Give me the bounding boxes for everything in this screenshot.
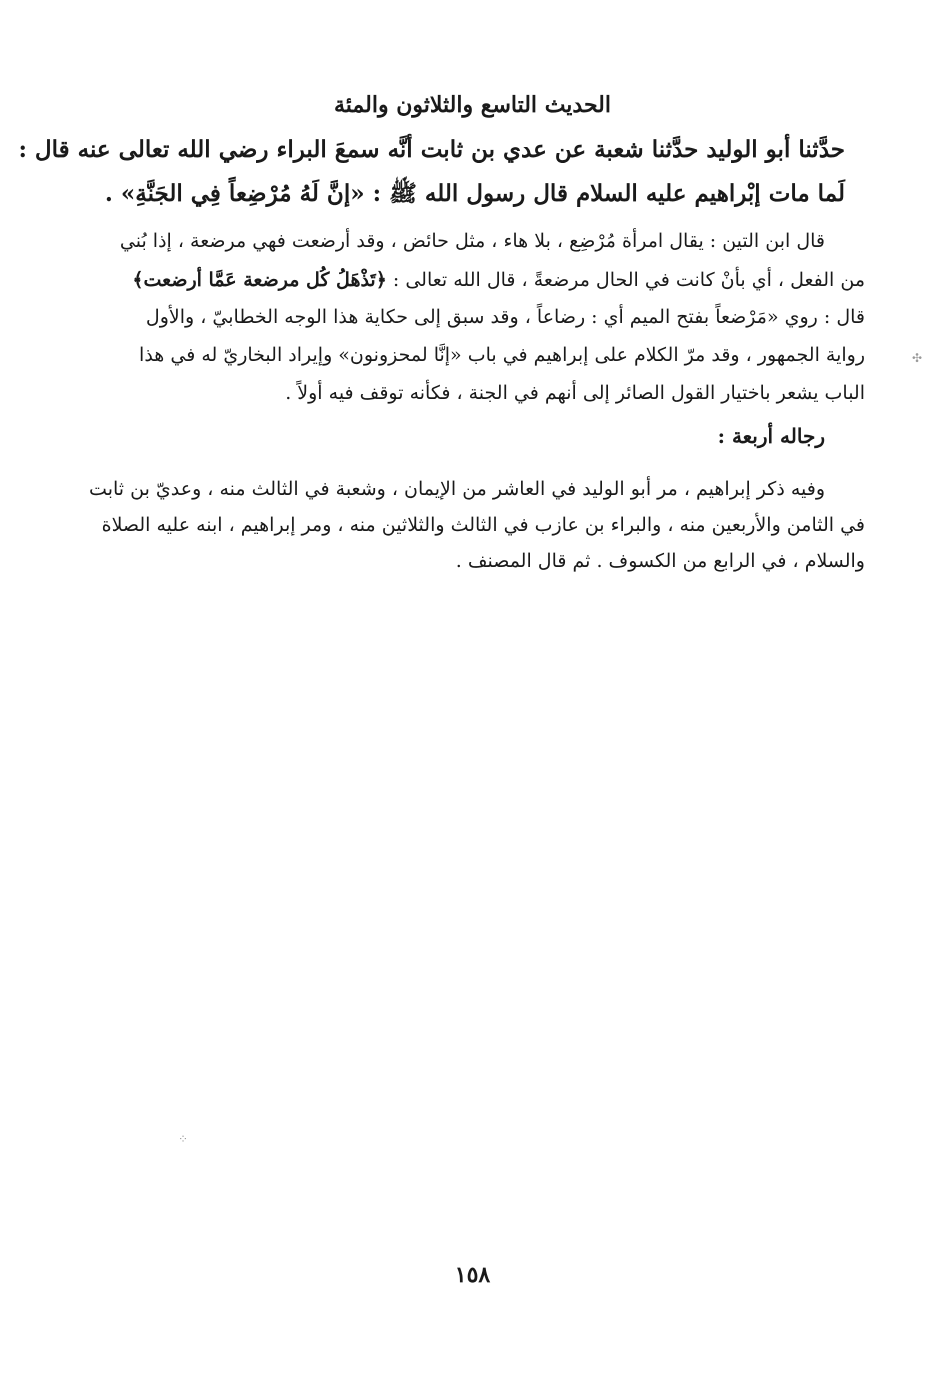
commentary-line-1: قال ابن التين : يقال امرأة مُرْضِع ، بلا هاء ، مثل حائض ، وقد أرضعت فهي مرضعة ، إذا بُني (119, 230, 825, 252)
hadith-prophetic-quote: «إنَّ لَهُ مُرْضِعاً فِي الجَنَّةِ» (120, 180, 365, 207)
quran-verse-quote: ﴿تَذْهَلُ كُل مرضعة عَمَّا أرضعت﴾ (132, 269, 387, 291)
commentary-line-3: قال : روي «مَرْضعاً بفتح الميم أي : رضاعاً ، وقد سبق إلى حكاية هذا الوجه الخطابيّ ، والأول (145, 306, 865, 328)
narrators-line-1: وفيه ذكر إبراهيم ، مر أبو الوليد في العاشر من الإيمان ، وشعبة في الثالث منه ، وعديّ بن ثابت (89, 478, 825, 500)
commentary-line-5: الباب يشعر باختيار القول الصائر إلى أنهم في الجنة ، فكأنه توقف فيه أولاً . (285, 382, 865, 404)
narrators-line-3: والسلام ، في الرابع من الكسوف . ثم قال المصنف . (455, 550, 865, 572)
scan-speck: ✣ (912, 351, 923, 365)
narrators-line-2: في الثامن والأربعين منه ، والبراء بن عازب في الثالث والثلاثين منه ، ومر إبراهيم ، ابنه عليه الصلاة (101, 514, 865, 536)
hadith-text-line-2 (105, 176, 845, 212)
commentary-line-2-start: من الفعل ، أي بأنْ كانت في الحال مرضعةً ، قال الله تعالى : (386, 269, 865, 291)
hadith-text-line-1: حدَّثنا أبو الوليد حدَّثنا شعبة عن عدي بن ثابت أنَّه سمعَ البراء رضي الله تعالى عنه قال : (18, 136, 845, 163)
page-number: ١٥٨ (454, 1262, 491, 1288)
commentary-line-4: رواية الجمهور ، وقد مرّ الكلام على إبراهيم في باب «إنَّا لمحزونون» وإيراد البخاريّ له في هذا (139, 344, 865, 366)
hadith-text-line-2-end: . (104, 180, 121, 207)
scan-speck: ⁘ (178, 1132, 189, 1146)
hadith-text-line-2-start: لَما مات إبْراهيم عليه السلام قال رسول الله ﷺ : (364, 180, 845, 207)
commentary-line-2 (132, 265, 865, 295)
narrators-heading: رجاله أربعة : (717, 424, 825, 448)
hadith-title: الحديث التاسع والثلاثون والمئة (333, 92, 611, 118)
